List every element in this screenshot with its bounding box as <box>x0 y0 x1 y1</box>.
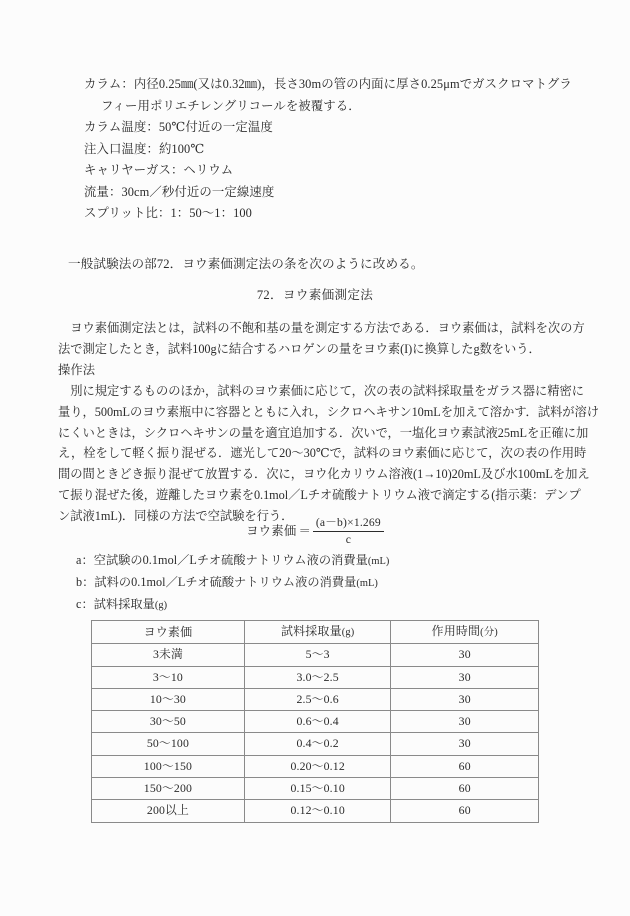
table-cell: 30 <box>391 711 539 733</box>
variable-separator: ： <box>81 597 94 612</box>
table-cell: 30 <box>391 733 539 755</box>
procedure-line: にくいときは，シクロヘキサンの量を適宜追加する．次いで，一塩化ヨウ素試液25mLを正確に加 <box>58 425 589 440</box>
formula-equals-sign: ＝ <box>298 524 311 538</box>
table-header-row <box>92 621 539 644</box>
gc-condition-line: カラム温度：50℃付近の一定温度 <box>84 120 273 134</box>
procedure-line: 量り，500mLのヨウ素瓶中に容器とともに入れ，シクロヘキサン10mLを加えて溶かす．試料が溶け <box>58 404 599 419</box>
table-cell: 100〜150 <box>92 755 245 777</box>
variable-unit: (mL) <box>356 578 378 590</box>
variable-name: a <box>76 553 82 567</box>
variable-separator: ： <box>82 575 95 590</box>
amendment-note: 一般試験法の部72．ヨウ素価測定法の条を次のように改める。 <box>68 257 424 271</box>
table-row <box>92 733 539 755</box>
table-cell: 60 <box>391 778 539 800</box>
gc-condition-line: 流量：30cm／秒付近の一定線速度 <box>84 184 275 199</box>
table-cell: 30〜50 <box>92 711 245 733</box>
iodine-value-formula <box>0 514 630 546</box>
gc-condition-line: スプリット比：1：50〜1：100 <box>84 206 252 220</box>
formula-fraction <box>313 514 384 546</box>
section-title: 72．ヨウ素価測定法 <box>256 288 374 302</box>
table-cell: 30 <box>391 666 539 688</box>
table-cell: 150〜200 <box>92 778 245 800</box>
table-cell: 5〜3 <box>244 644 391 666</box>
table-cell: 0.20〜0.12 <box>244 755 391 777</box>
gc-condition-line-continued: フィー用ポリエチレングリコールを被覆する． <box>101 98 361 113</box>
table-cell: 3.0〜2.5 <box>244 666 391 688</box>
table-cell: 2.5〜0.6 <box>244 688 391 710</box>
table-row <box>92 711 539 733</box>
formula-denominator: c <box>345 533 352 546</box>
variable-description: 試料採取量 <box>93 597 155 612</box>
table-row <box>92 644 539 666</box>
table-cell: 0.4〜0.2 <box>244 733 391 755</box>
variable-definition <box>76 572 506 594</box>
variable-name: c <box>76 597 82 612</box>
variable-definitions-block <box>76 550 506 617</box>
iodine-value-table-wrap <box>91 620 539 823</box>
iodine-value-table <box>91 620 539 823</box>
table-cell: 0.6〜0.4 <box>244 711 391 733</box>
table-cell: 50〜100 <box>92 733 245 755</box>
procedure-line: 別に規定するもののほか，試料のヨウ素価に応じて，次の表の試料採取量をガラス器に精密に <box>58 383 585 398</box>
procedure-heading: 操作法 <box>58 362 96 377</box>
variable-unit: (mL) <box>367 556 390 567</box>
table-row <box>92 688 539 710</box>
table-cell: 3〜10 <box>92 666 245 688</box>
table-row <box>92 778 539 800</box>
table-row <box>92 666 539 688</box>
body-text-block <box>58 318 599 527</box>
variable-name: b <box>76 575 83 590</box>
table-cell: 0.15〜0.10 <box>244 778 391 800</box>
procedure-line: え，栓をして軽く振り混ぜる．遮光して20〜30℃で，試料のヨウ素価に応じて，次の表の作用時 <box>58 446 587 461</box>
gc-condition-line: キャリヤーガス：ヘリウム <box>84 163 234 177</box>
table-cell: 10〜30 <box>92 688 245 710</box>
table-cell: 60 <box>391 755 539 777</box>
table-body <box>92 621 539 823</box>
intro-line: 法で測定したとき，試料100gに結合するハロゲンの量をヨウ素(I)に換算したg数をいう． <box>58 341 541 356</box>
variable-definition <box>76 594 506 616</box>
table-header-cell: 作用時間(分) <box>391 621 539 644</box>
table-cell: 30 <box>391 688 539 710</box>
variable-separator: ： <box>81 553 94 567</box>
procedure-line: 間の間ときどき振り混ぜて放置する．次に，ヨウ化カリウム溶液(1→10)20mL及び水100mLを加え <box>58 467 590 482</box>
gc-conditions-block <box>84 74 572 225</box>
procedure-line: ン試液1mL)．同様の方法で空試験を行う． <box>58 509 294 524</box>
table-cell: 60 <box>391 800 539 822</box>
table-cell: 0.12〜0.10 <box>244 800 391 822</box>
table-header-cell: ヨウ素価 <box>92 621 245 644</box>
header-unit: (分) <box>480 627 498 638</box>
variable-description: 試料の0.1mol／Lチオ硫酸ナトリウム液の消費量 <box>94 575 357 590</box>
gc-condition-line: カラム：内径0.25㎜(又は0.32㎜)，長さ30mの管の内面に厚さ0.25μmでガスクロマトグラ <box>84 77 572 91</box>
variable-unit: (g) <box>154 600 168 612</box>
intro-line: ヨウ素価測定法とは，試料の不飽和基の量を測定する方法である．ヨウ素価は，試料を次の方 <box>58 321 585 335</box>
table-cell: 30 <box>391 644 539 666</box>
procedure-line: て振り混ぜた後，遊離したヨウ素を0.1mol／Lチオ硫酸ナトリウム液で滴定する(指示薬：デンプ <box>58 488 581 503</box>
table-cell: 200以上 <box>92 800 245 822</box>
formula-numerator: (a－b)×1.269 <box>315 516 381 529</box>
variable-definition <box>76 550 506 572</box>
formula-label: ヨウ素価 <box>246 524 297 538</box>
header-unit: (g) <box>341 627 355 638</box>
table-cell: 3未満 <box>92 644 245 666</box>
table-row <box>92 755 539 777</box>
gc-condition-line: 注入口温度：約100℃ <box>84 141 205 156</box>
table-row <box>92 800 539 822</box>
variable-description: 空試験の0.1mol／Lチオ硫酸ナトリウム液の消費量 <box>93 553 368 567</box>
table-header-cell: 試料採取量(g) <box>244 621 391 644</box>
